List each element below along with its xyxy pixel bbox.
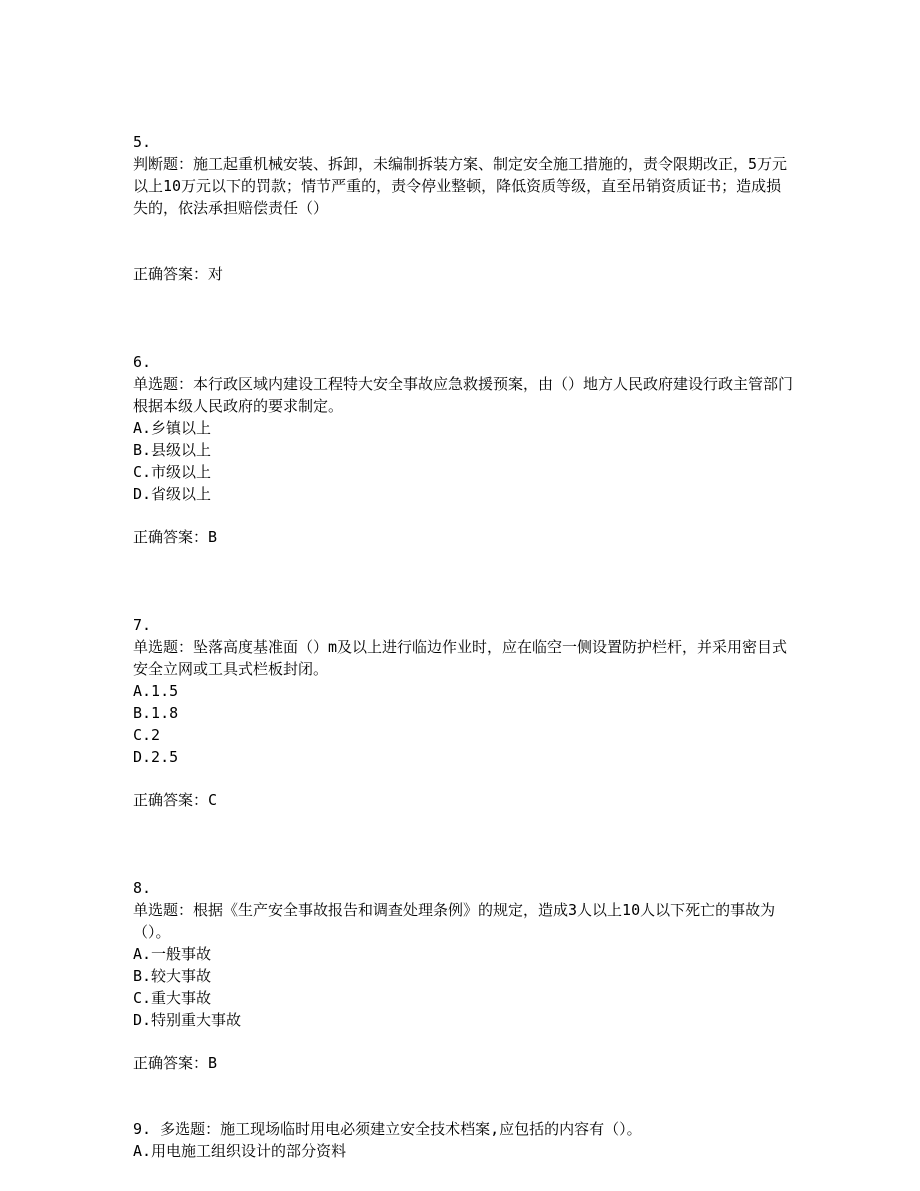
option-a: A.乡镇以上 bbox=[133, 419, 212, 437]
answer-text: 正确答案：C bbox=[133, 791, 218, 809]
question-text: 多选题：施工现场临时用电必须建立安全技术档案,应包括的内容有（）。 bbox=[160, 1120, 642, 1138]
question-list bbox=[133, 131, 793, 1162]
question-block bbox=[133, 614, 793, 811]
answer-text: 正确答案：对 bbox=[133, 265, 224, 283]
option-b: B.县级以上 bbox=[133, 441, 212, 459]
option-d: D.省级以上 bbox=[133, 485, 212, 503]
question-number: 9. bbox=[133, 1120, 152, 1138]
question-block bbox=[133, 351, 793, 548]
option-a: A.1.5 bbox=[133, 682, 179, 700]
option-c: C.2 bbox=[133, 726, 161, 744]
option-c: C.市级以上 bbox=[133, 463, 212, 481]
option-d: D.2.5 bbox=[133, 748, 179, 766]
option-b: B.1.8 bbox=[133, 704, 179, 722]
option-a: A.用电施工组织设计的部分资料 bbox=[133, 1142, 347, 1160]
question-block bbox=[133, 131, 793, 285]
option-b: B.较大事故 bbox=[133, 967, 212, 985]
question-text: 单选题：坠落高度基准面（）m及以上进行临边作业时，应在临空一侧设置防护栏杆，并采用密目式安全立网或工具式栏板封闭。 bbox=[133, 638, 788, 678]
question-line bbox=[133, 1118, 793, 1140]
question-number: 6. bbox=[133, 353, 152, 371]
option-a: A.一般事故 bbox=[133, 945, 212, 963]
question-text: 单选题：根据《生产安全事故报告和调查处理条例》的规定，造成3人以上10人以下死亡的事故为（）。 bbox=[133, 901, 776, 941]
option-d: D.特别重大事故 bbox=[133, 1011, 242, 1029]
question-number: 5. bbox=[133, 133, 152, 151]
question-text: 判断题：施工起重机械安装、拆卸，未编制拆装方案、制定安全施工措施的，责令限期改正，5万元以上10万元以下的罚款；情节严重的，责令停业整顿，降低资质等级，直至吊销资质证书；造成损失的，依法承担赔偿责任（） bbox=[133, 155, 788, 217]
question-text: 单选题：本行政区域内建设工程特大安全事故应急救援预案，由（）地方人民政府建设行政主管部门根据本级人民政府的要求制定。 bbox=[133, 375, 794, 415]
option-c: C.重大事故 bbox=[133, 989, 212, 1007]
question-number: 7. bbox=[133, 616, 152, 634]
question-number: 8. bbox=[133, 879, 152, 897]
question-block bbox=[133, 877, 793, 1074]
question-block bbox=[133, 1118, 793, 1162]
answer-text: 正确答案：B bbox=[133, 1054, 218, 1072]
answer-text: 正确答案：B bbox=[133, 528, 218, 546]
